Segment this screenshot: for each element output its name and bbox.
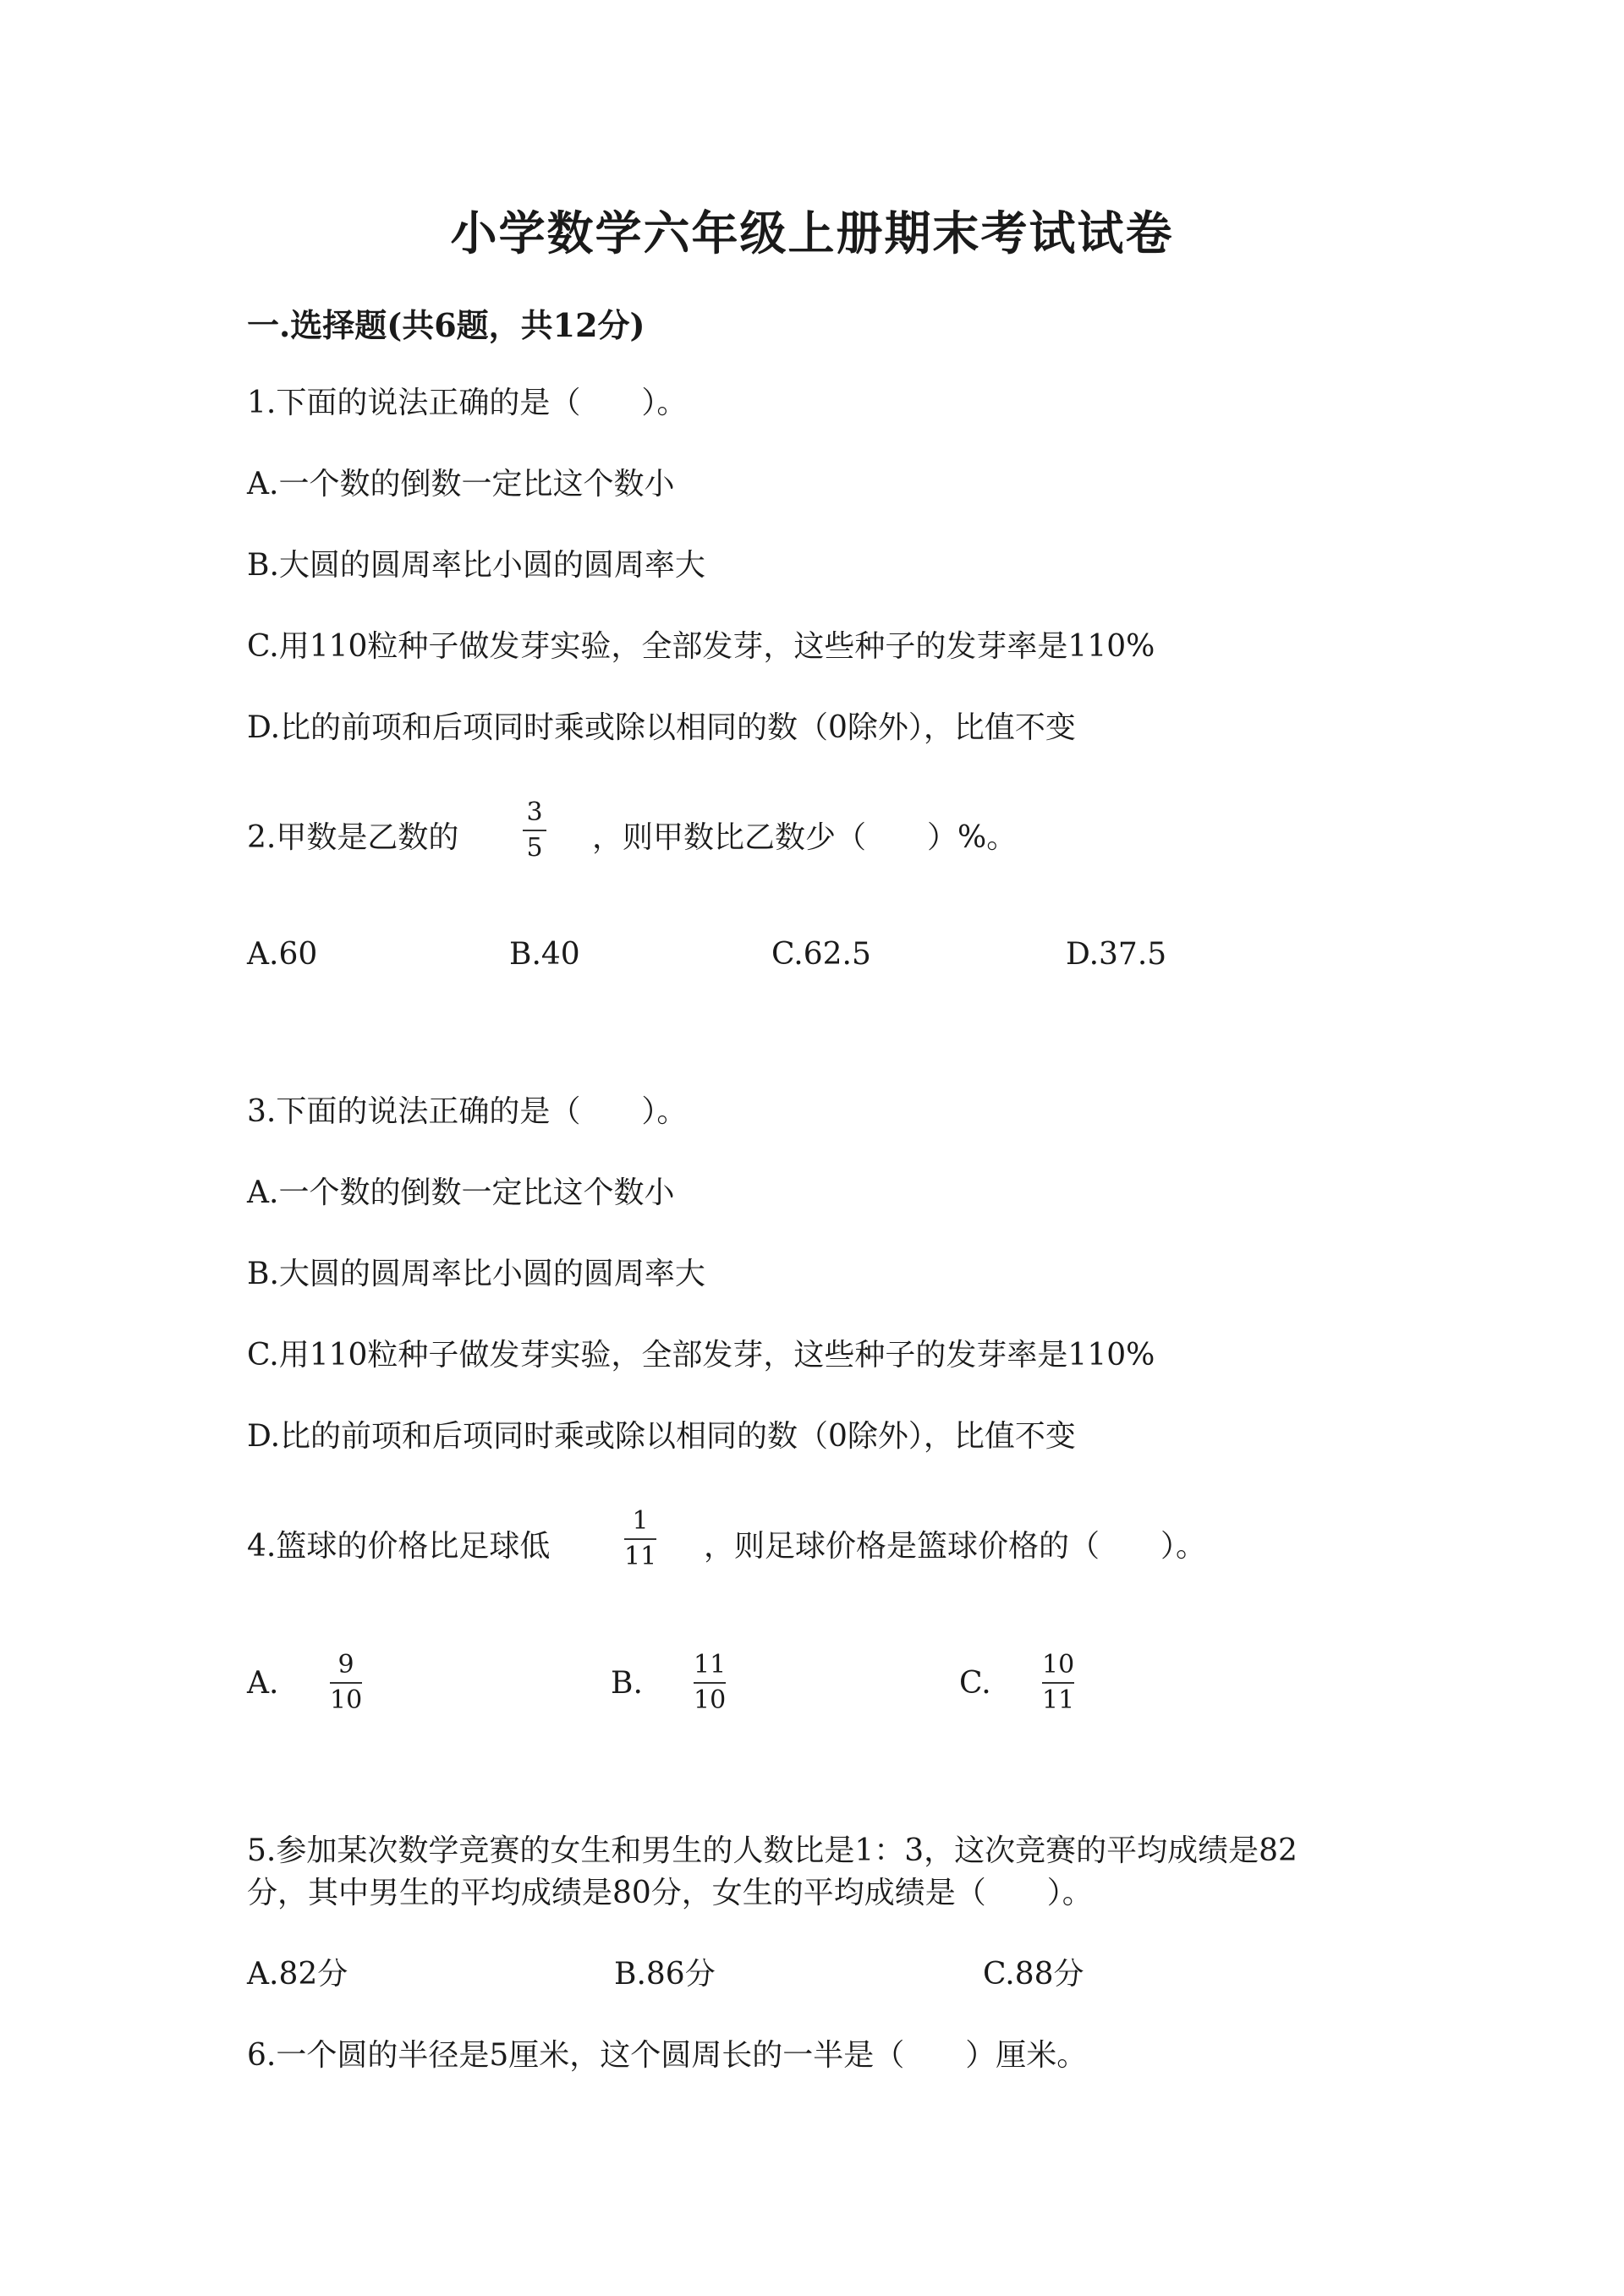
q4-fraction-numerator: 1 <box>632 1506 649 1536</box>
exam-title: 小学数学六年级上册期末考试试卷 <box>450 205 1174 260</box>
q4-option-c-fraction <box>1042 1649 1074 1717</box>
q3-option-a: A.一个数的倒数一定比这个数小 <box>247 1175 675 1210</box>
q1-option-d: D.比的前项和后项同时乘或除以相同的数（0除外），比值不变 <box>247 710 1076 745</box>
q4-option-a-label: A. <box>247 1666 279 1701</box>
q5-option-b: B.86分 <box>614 1957 716 1992</box>
q4-option-b-label: B. <box>611 1666 643 1701</box>
q5-stem-line1: 5.参加某次数学竞赛的女生和男生的人数比是1：3，这次竞赛的平均成绩是82 <box>247 1833 1298 1868</box>
q4-fraction <box>624 1505 656 1573</box>
q3-option-b: B.大圆的圆周率比小圆的圆周率大 <box>247 1257 705 1291</box>
q6-stem: 6.一个圆的半径是5厘米，这个圆周长的一半是（ ）厘米。 <box>247 2038 1088 2073</box>
q4-option-a-denominator: 10 <box>330 1685 363 1715</box>
fraction-bar <box>1042 1682 1074 1684</box>
q2-fraction <box>523 797 546 864</box>
q4-option-c-numerator: 10 <box>1042 1650 1075 1680</box>
fraction-bar <box>330 1682 362 1684</box>
q4-option-c-label: C. <box>959 1666 991 1701</box>
q4-stem-suffix: ，则足球价格是篮球价格的（ ）。 <box>704 1529 1207 1564</box>
q1-option-c: C.用110粒种子做发芽实验，全部发芽，这些种子的发芽率是110% <box>247 629 1155 664</box>
q2-option-a: A.60 <box>247 937 318 972</box>
q4-stem-prefix: 4.篮球的价格比足球低 <box>247 1529 551 1564</box>
q5-stem-line2: 分，其中男生的平均成绩是80分，女生的平均成绩是（ ）。 <box>247 1876 1093 1910</box>
q2-fraction-denominator: 5 <box>526 833 543 863</box>
q2-fraction-numerator: 3 <box>526 797 543 827</box>
q4-option-c-denominator: 11 <box>1042 1685 1075 1715</box>
q4-option-a-fraction <box>330 1649 362 1717</box>
q1-option-b: B.大圆的圆周率比小圆的圆周率大 <box>247 548 705 583</box>
q4-option-b-numerator: 11 <box>694 1650 727 1680</box>
q2-option-c: C.62.5 <box>771 937 871 972</box>
q4-option-a-numerator: 9 <box>337 1650 354 1680</box>
q2-stem-suffix: ，则甲数比乙数少（ ）%。 <box>592 820 1018 855</box>
q5-option-a: A.82分 <box>247 1957 348 1992</box>
fraction-bar <box>523 830 546 831</box>
q4-fraction-denominator: 11 <box>624 1542 657 1571</box>
q1-stem: 1.下面的说法正确的是（ ）。 <box>247 386 688 420</box>
fraction-bar <box>694 1682 726 1684</box>
q3-stem: 3.下面的说法正确的是（ ）。 <box>247 1094 688 1129</box>
q2-stem-prefix: 2.甲数是乙数的 <box>247 820 459 855</box>
q2-option-b: B.40 <box>509 937 580 972</box>
q4-option-b-denominator: 10 <box>694 1685 727 1715</box>
q3-option-d: D.比的前项和后项同时乘或除以相同的数（0除外），比值不变 <box>247 1419 1076 1454</box>
fraction-bar <box>624 1538 656 1540</box>
q4-option-b-fraction <box>694 1649 726 1717</box>
q3-option-c: C.用110粒种子做发芽实验，全部发芽，这些种子的发芽率是110% <box>247 1338 1155 1373</box>
q1-option-a: A.一个数的倒数一定比这个数小 <box>247 467 675 501</box>
q2-option-d: D.37.5 <box>1066 937 1167 972</box>
section-heading: 一.选择题(共6题，共12分) <box>247 306 645 344</box>
q5-option-c: C.88分 <box>983 1957 1084 1992</box>
